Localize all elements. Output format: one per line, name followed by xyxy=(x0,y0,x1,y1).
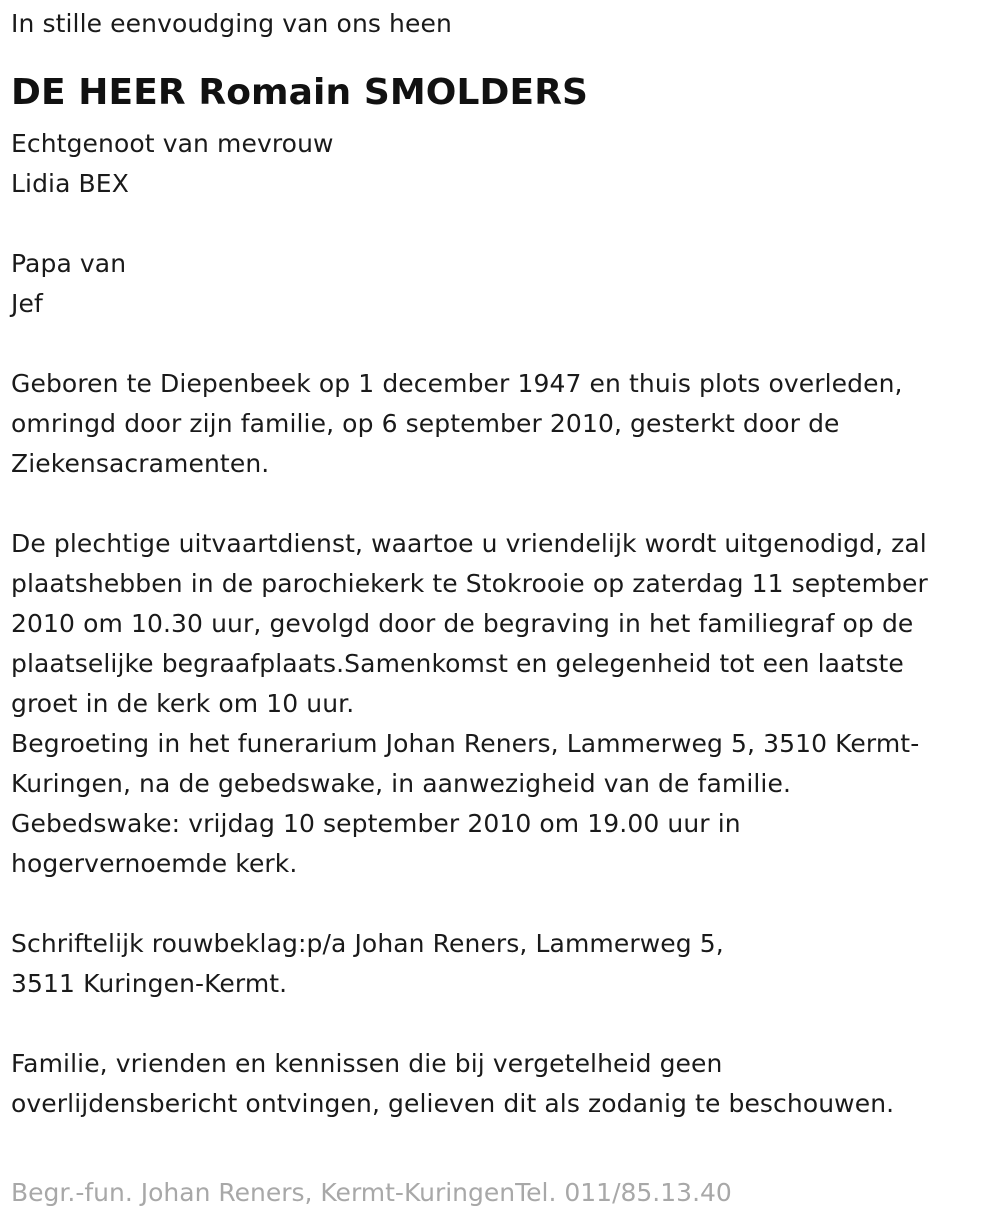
paragraph-line: Ziekensacramenten. xyxy=(11,449,270,478)
notice-paragraph xyxy=(11,1044,989,1124)
spouse-label: Echtgenoot van mevrouw xyxy=(11,129,334,158)
funeral-home-footer: Begr.-fun. Johan Reners, Kermt-KuringenTel. 011/85.13.40 xyxy=(11,1178,732,1207)
paragraph-line: 2010 om 10.30 uur, gevolgd door de begraving in het familiegraf op de xyxy=(11,609,914,638)
child-label: Papa van xyxy=(11,249,127,278)
spacer xyxy=(11,884,989,924)
paragraph-line: Begroeting in het funerarium Johan Reners, Lammerweg 5, 3510 Kermt- xyxy=(11,729,920,758)
paragraph-line: overlijdensbericht ontvingen, gelieven dit als zodanig te beschouwen. xyxy=(11,1089,895,1118)
spacer xyxy=(11,204,989,244)
paragraph-line: Kuringen, na de gebedswake, in aanwezigheid van de familie. xyxy=(11,769,791,798)
spouse-name: Lidia BEX xyxy=(11,169,129,198)
paragraph-line: Schriftelijk rouwbeklag:p/a Johan Reners, Lammerweg 5, xyxy=(11,929,724,958)
birth-death-paragraph xyxy=(11,364,989,484)
paragraph-line: hogervernoemde kerk. xyxy=(11,849,298,878)
paragraph-line: omringd door zijn familie, op 6 september 2010, gesterkt door de xyxy=(11,409,840,438)
spacer xyxy=(11,484,989,524)
paragraph-line: 3511 Kuringen-Kermt. xyxy=(11,969,288,998)
paragraph-line: Geboren te Diepenbeek op 1 december 1947 en thuis plots overleden, xyxy=(11,369,903,398)
obituary-notice xyxy=(11,4,989,1124)
paragraph-line: plaatselijke begraafplaats.Samenkomst en gelegenheid tot een laatste xyxy=(11,649,904,678)
spouse-block xyxy=(11,124,989,204)
child-name: Jef xyxy=(11,289,43,318)
funeral-paragraph xyxy=(11,524,989,884)
paragraph-line: Gebedswake: vrijdag 10 september 2010 om 19.00 uur in xyxy=(11,809,741,838)
deceased-name: DE HEER Romain SMOLDERS xyxy=(11,72,589,113)
spacer xyxy=(11,1004,989,1044)
paragraph-line: Familie, vrienden en kennissen die bij vergetelheid geen xyxy=(11,1049,723,1078)
paragraph-line: De plechtige uitvaartdienst, waartoe u vriendelijk wordt uitgenodigd, zal xyxy=(11,529,927,558)
paragraph-line: groet in de kerk om 10 uur. xyxy=(11,689,355,718)
child-block xyxy=(11,244,989,324)
spacer xyxy=(11,324,989,364)
paragraph-line: plaatshebben in de parochiekerk te Stokrooie op zaterdag 11 september xyxy=(11,569,928,598)
intro-text: In stille eenvoudging van ons heen xyxy=(11,9,452,38)
condolences-paragraph xyxy=(11,924,989,1004)
